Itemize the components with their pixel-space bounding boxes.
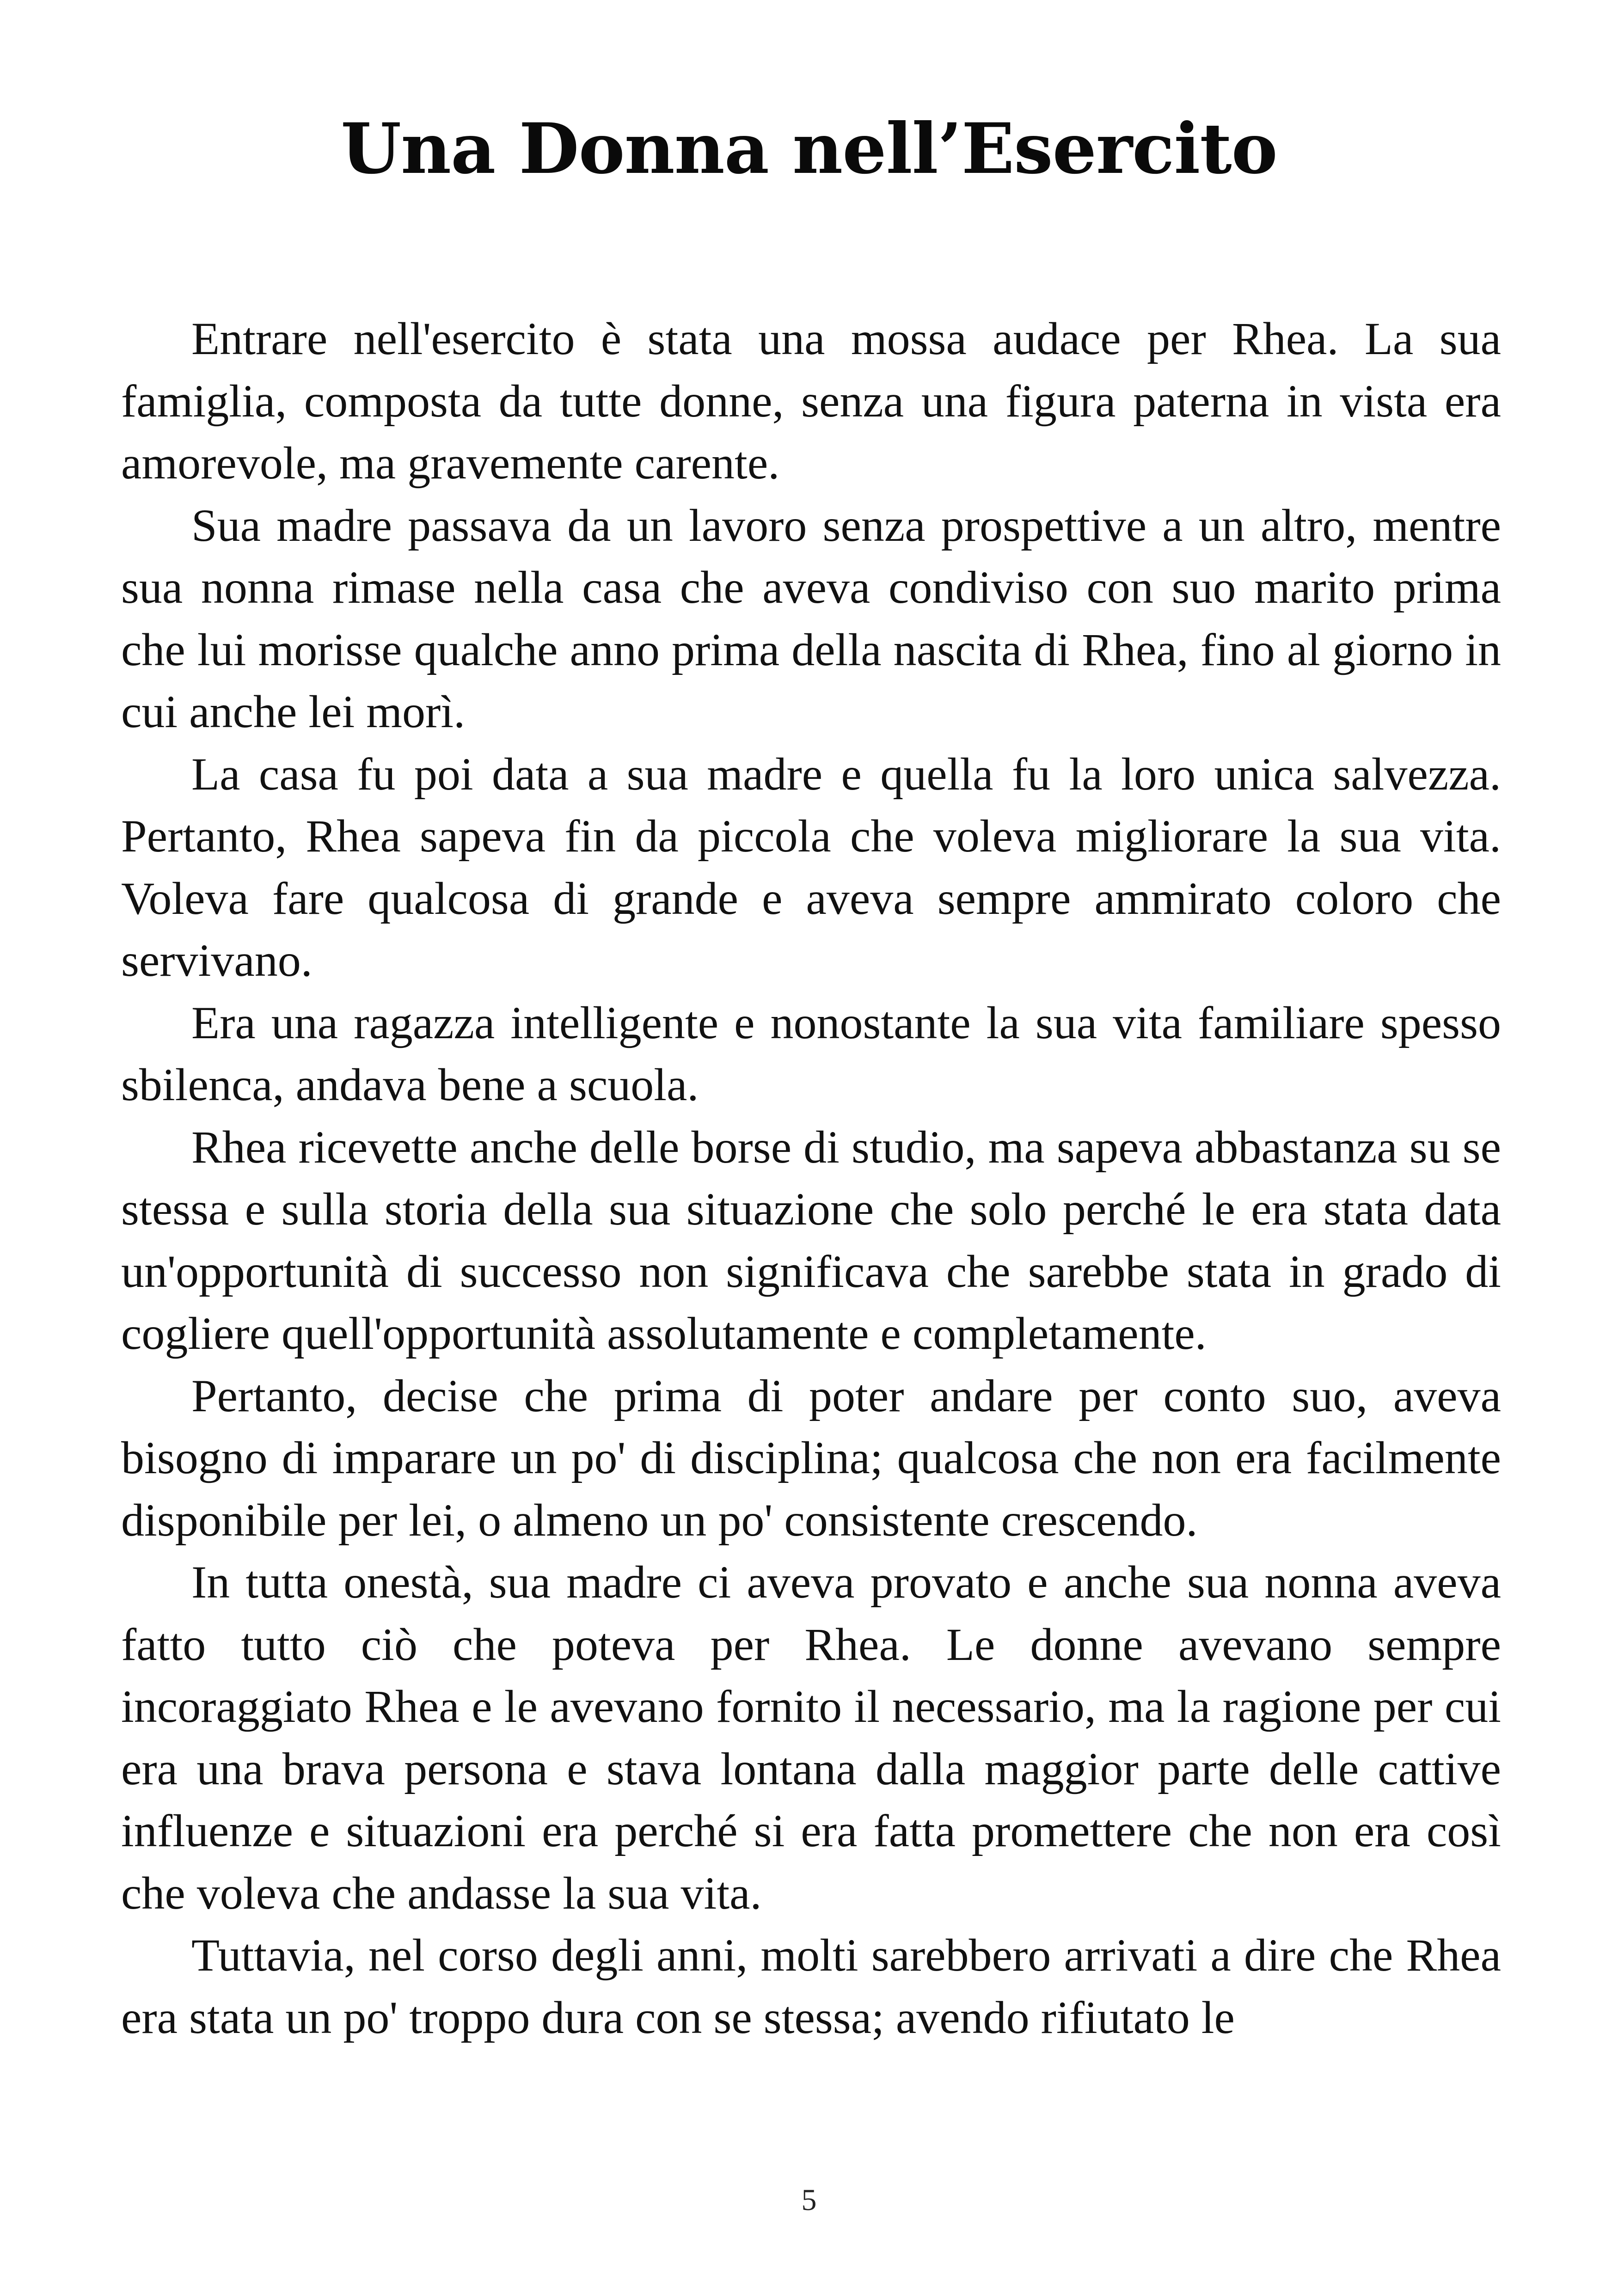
paragraph: La casa fu poi data a sua madre e quella fu la loro unica salvezza. Pertanto, Rhea sapeva fin da piccola che voleva migliorare la sua vita. Voleva fare qualcosa di grande e aveva sempre ammirato coloro che servivano. [121,748,1501,986]
paragraph: In tutta onestà, sua madre ci aveva provato e anche sua nonna aveva fatto tutto ciò che poteva per Rhea. Le donne avevano sempre incoraggiato Rhea e le avevano fornito il necessario, ma la ragione per cui era una brava persona e stava lontana dalla maggior parte delle cattive influenze e situazioni era perché si era fatta promettere che non era così che voleva che andasse la sua vita. [121,1556,1501,1919]
chapter-body [121,308,1501,2049]
paragraph: Era una ragazza intelligente e nonostante la sua vita familiare spesso sbilenca, andava bene a scuola. [121,997,1501,1110]
paragraph: Entrare nell'esercito è stata una mossa audace per Rhea. La sua famiglia, composta da tutte donne, senza una figura paterna in vista era amorevole, ma gravemente carente. [121,313,1501,489]
page-number: 5 [801,2183,817,2217]
paragraph: Sua madre passava da un lavoro senza prospettive a un altro, mentre sua nonna rimase nella casa che aveva condiviso con suo marito prima che lui morisse qualche anno prima della nascita di Rhea, fino al giorno in cui anche lei morì. [121,499,1501,737]
chapter-title: Una Donna nell’Esercito [341,108,1277,190]
paragraph: Rhea ricevette anche delle borse di studio, ma sapeva abbastanza su se stessa e sulla storia della sua situazione che solo perché le era stata data un'opportunità di successo non significava che sarebbe stata in grado di cogliere quell'opportunità assolutamente e completamente. [121,1121,1501,1359]
paragraph: Tuttavia, nel corso degli anni, molti sarebbero arrivati a dire che Rhea era stata un po' troppo dura con se stessa; avendo rifiutato le [121,1929,1501,2043]
paragraph: Pertanto, decise che prima di poter andare per conto suo, aveva bisogno di imparare un po' di disciplina; qualcosa che non era facilmente disponibile per lei, o almeno un po' consistente crescendo. [121,1370,1501,1546]
